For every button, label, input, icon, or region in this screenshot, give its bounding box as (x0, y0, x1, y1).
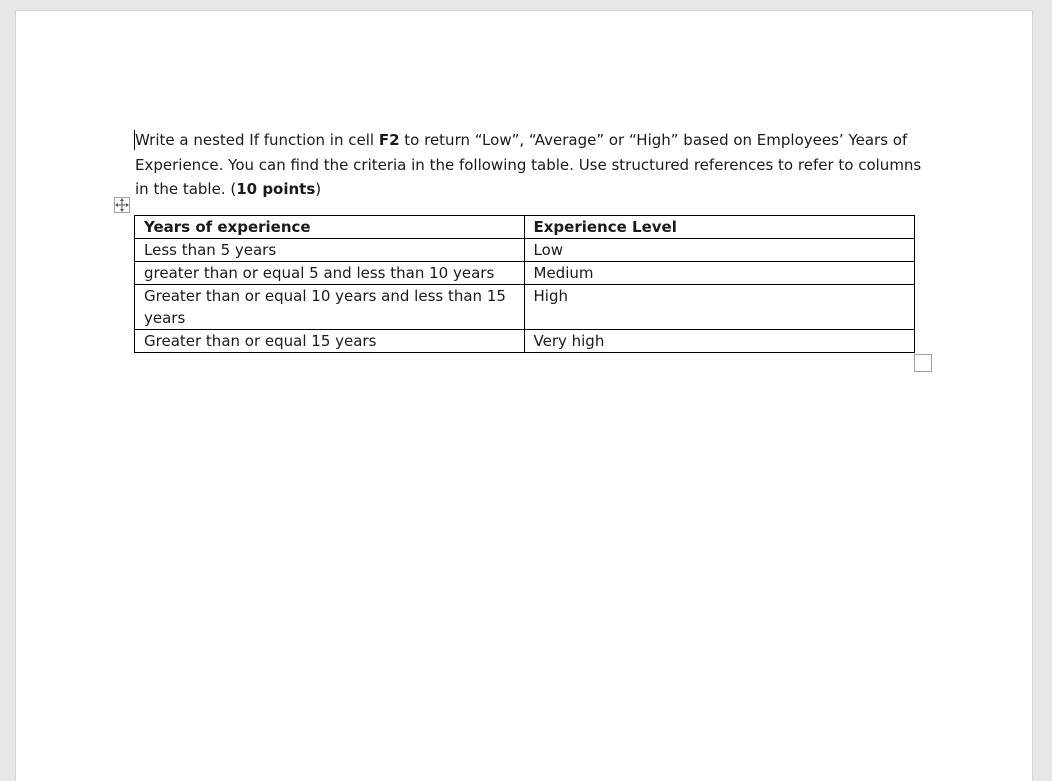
table-row (135, 285, 915, 330)
cell-reference: F2 (378, 131, 400, 149)
instruction-text-3: ) (315, 180, 322, 198)
table-cell[interactable]: Very high (524, 330, 915, 353)
table-cell[interactable]: Less than 5 years (135, 239, 525, 262)
header-level[interactable]: Experience Level (524, 216, 915, 239)
table-cell[interactable]: Greater than or equal 10 years and less than 15 years (135, 285, 525, 330)
table-cell[interactable]: Greater than or equal 15 years (135, 330, 525, 353)
table-header-row (135, 216, 915, 239)
table-cell[interactable]: Low (524, 239, 915, 262)
table-cell[interactable]: Medium (524, 262, 915, 285)
table-resize-icon[interactable] (914, 354, 932, 372)
header-years[interactable]: Years of experience (135, 216, 525, 239)
instruction-text-2: to return “Low”, “Average” or “High” based on Employees’ Years of Experience. You can find the criteria in the following table. Use structured references to refer to columns in the table. ( (135, 131, 922, 198)
table-cell[interactable]: High (524, 285, 915, 330)
document-page[interactable] (15, 10, 1033, 781)
table-row (135, 239, 915, 262)
table-move-icon[interactable] (114, 197, 130, 213)
criteria-table[interactable] (134, 215, 915, 353)
table-row (135, 262, 915, 285)
table-cell[interactable]: greater than or equal 5 and less than 10 years (135, 262, 525, 285)
instruction-paragraph[interactable] (135, 128, 925, 202)
points-label: 10 points (236, 180, 316, 198)
table-row (135, 330, 915, 353)
instruction-text-1: Write a nested If function in cell (135, 131, 379, 149)
